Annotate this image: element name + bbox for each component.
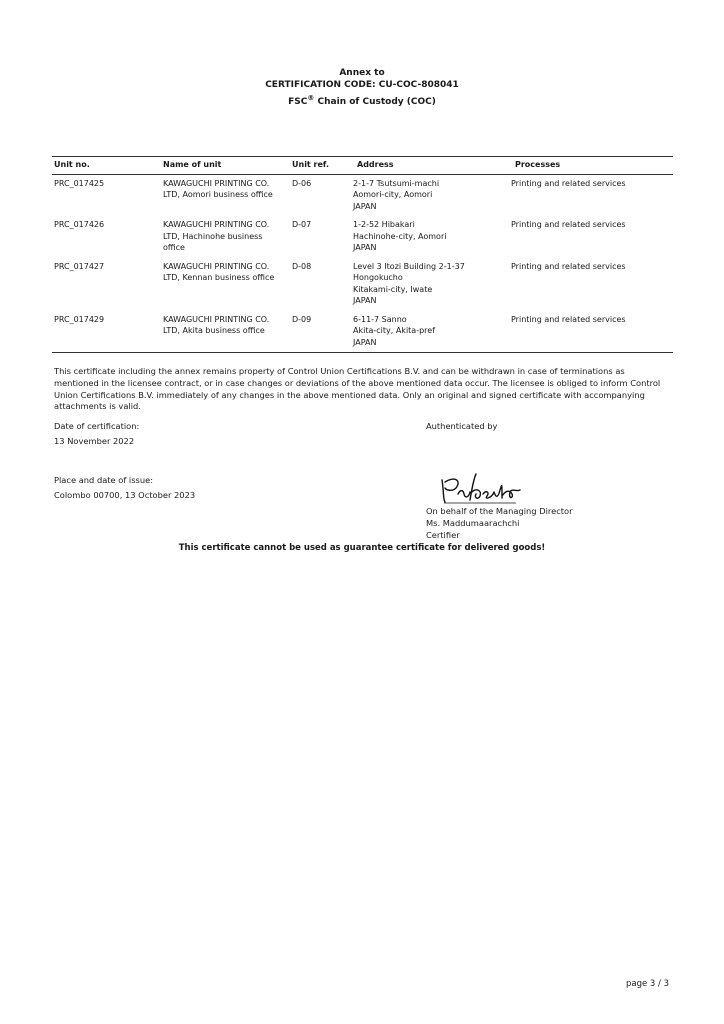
unit-name-cell [161,311,290,353]
address-line: 6-11-7 Sanno [353,314,407,324]
scheme-rest: Chain of Custody (COC) [314,97,436,107]
unit-no-cell: PRC_017429 [52,311,161,353]
issue-label: Place and date of issue: [54,475,154,485]
address-cell [351,311,509,353]
unit-name-line: LTD, Akita business office [163,326,265,335]
process-cell: Printing and related services [509,311,673,353]
address-line: Akita-city, Akita-pref [353,326,436,335]
address-line: Kitakami-city, Iwate [353,284,433,294]
table-row [52,216,673,258]
unit-name-cell [161,174,290,216]
unit-name-line: office [163,243,185,252]
scheme-title [0,94,724,107]
col-unit-no: Unit no. [52,157,161,175]
address-line: 1-2-52 Hibakari [353,220,415,229]
table-row [52,174,673,216]
signatory-name: Ms. Maddumaarachchi [426,518,520,528]
unit-no-cell: PRC_017426 [54,220,105,229]
unit-ref-cell: D-07 [292,220,312,229]
process-cell: Printing and related services [511,220,626,229]
unit-name-line: LTD, Kennan business office [163,273,275,282]
guarantee-warning: This certificate cannot be used as guarantee certificate for delivered goods! [178,543,546,553]
unit-name-line: LTD, Hachinohe business [163,231,263,241]
unit-no-cell: PRC_017427 [54,261,105,271]
address-line: JAPAN [353,243,377,252]
unit-name-cell [161,216,290,258]
table-row [52,311,673,353]
authenticated-by-label: Authenticated by [426,421,498,431]
table-row [52,258,673,311]
page-number: page 3 / 3 [625,979,669,989]
address-line: JAPAN [353,337,377,347]
unit-ref-cell: D-06 [292,178,312,188]
unit-name-line: KAWAGUCHI PRINTING CO. [163,178,270,188]
address-cell [351,216,509,258]
address-line: Level 3 Itozi Building 2-1-37 [353,261,465,271]
signatory-role: Certifier [426,530,460,540]
certification-date-label: Date of certification: [54,421,140,431]
unit-name-cell [161,258,290,311]
address-line: Aomori-city, Aomori [353,190,433,199]
address-cell [351,174,509,216]
process-cell: Printing and related services [511,261,626,271]
address-line: Hongokucho [353,273,403,282]
col-processes: Processes [509,157,673,175]
certification-date-value: 13 November 2022 [54,436,135,446]
table-header-row [52,157,673,175]
col-name-of-unit: Name of unit [161,157,290,175]
unit-ref-cell: D-09 [290,311,351,353]
unit-no-cell: PRC_017425 [54,178,105,188]
unit-name-line: LTD, Aomori business office [163,190,273,199]
unit-name-line: KAWAGUCHI PRINTING CO. [163,314,270,324]
address-line: JAPAN [353,201,377,211]
fsc-label: FSC [288,97,308,107]
unit-name-line: KAWAGUCHI PRINTING CO. [163,220,270,229]
behalf-text: On behalf of the Managing Director [426,506,573,516]
disclaimer-text: This certificate including the annex remains property of Control Union Certifications B.V. and can be withdrawn in case of terminations as mentioned in the licensee contract, or in case changes or deviations of the above mentioned data occur. The licensee is obliged to inform Control Union Certifications B.V. immediately of any changes in the above mentioned data. Only an original and signed certificate with accompanying attachments is valid. [54,366,661,412]
certification-code: CERTIFICATION CODE: CU-COC-808041 [265,80,459,90]
unit-name-line: KAWAGUCHI PRINTING CO. [163,261,270,271]
address-line: 2-1-7 Tsutsumi-machi [353,178,440,188]
registered-mark: ® [307,94,315,102]
issue-value: Colombo 00700, 13 October 2023 [54,490,196,500]
unit-ref-cell: D-08 [292,261,312,271]
address-line: Hachinohe-city, Aomori [353,231,447,241]
units-table [52,156,673,353]
signature-image [436,470,526,506]
col-unit-ref: Unit ref. [290,157,351,175]
address-line: JAPAN [353,296,377,305]
process-cell: Printing and related services [511,178,626,188]
annex-heading: Annex to [339,68,385,78]
col-address: Address [351,157,509,175]
address-cell [351,258,509,311]
